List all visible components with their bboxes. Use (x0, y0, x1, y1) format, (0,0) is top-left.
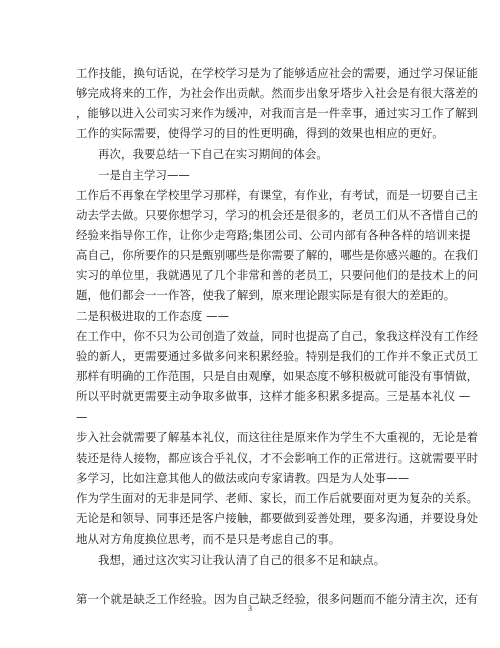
text-line: 经验来指导你工作，让你少走弯路;集团公司、公司内部有各种各样的培训来提 (76, 228, 471, 242)
text-line: 工作技能，换句话说，在学校学习是为了能够适应社会的需要，通过学习保证能 (76, 66, 479, 80)
text-line: 那样有明确的工作范围，只是自由观摩，如果态度不够积极就可能没有事情做， (76, 369, 479, 383)
page-number: 3 (248, 604, 252, 613)
text-line: 验的新人，更需要通过多做多问来积累经验。特别是我们的工作并不象正式员工 (76, 349, 479, 363)
text-line: 所以平时就更需要主动争取多做事，这样才能多积累多提高。三是基本礼仪 — (76, 389, 471, 403)
text-line: 装还是待人接物，都应该合乎礼仪，才不会影响工作的正常进行。这就需要平时 (76, 451, 479, 465)
text-line: 题，他们都会一一作答，使我了解到，原来理论跟实际是有很大的差距的。 (76, 288, 456, 302)
text-line: 第一个就是缺乏工作经验。因为自己缺乏经验，很多问题而不能分清主次，还有 (76, 592, 479, 606)
section-heading: 二是积极进取的工作态度 —— (76, 309, 230, 323)
text-line: 无论是和领导、同事还是客户接触，都要做到妥善处理，要多沟通，并要设身处 (76, 511, 479, 525)
text-line: 工作的实际需要，使得学习的目的性更明确，得到的效果也相应的更好。 (76, 126, 444, 140)
text-line: 再次，我要总结一下自己在实习期间的体会。 (98, 147, 328, 161)
text-line: — (76, 410, 88, 424)
text-line: 作为学生面对的无非是同学、老师、家长，而工作后就要面对更为复杂的关系。 (76, 491, 479, 505)
section-heading: 一是自主学习—— (98, 168, 190, 182)
text-line: 工作后不再象在学校里学习那样，有课堂，有作业，有考试，而是一切要自己主 (76, 188, 479, 202)
text-line: 地从对方角度换位思考，而不是只是考虑自己的事。 (76, 532, 341, 546)
text-line: 动去学去做。只要你想学习，学习的机会还是很多的，老员工们从不吝惜自己的 (76, 208, 479, 222)
text-line: ，能够以进入公司实习来作为缓冲，对我而言是一件幸事，通过实习工作了解到 (76, 106, 479, 120)
text-line: 我想，通过这次实习让我认清了自己的很多不足和缺点。 (98, 553, 386, 567)
text-line: 高自己，你所要作的只是甄别哪些是你需要了解的，哪些是你感兴趣的。在我们 (76, 248, 479, 262)
text-line: 在工作中，你不只为公司创造了效益，同时也提高了自己，象我这样没有工作经 (76, 329, 479, 343)
text-line: 多学习，比如注意其他人的做法或向专家请教。四是为人处事—— (76, 471, 410, 485)
text-line: 步入社会就需要了解基本礼仪，而这往往是原来作为学生不大重视的，无论是着 (76, 430, 479, 444)
text-line: 实习的单位里，我就遇见了几个非常和善的老员工，只要问他们的是技术上的问 (76, 268, 479, 282)
text-line: 够完成将来的工作，为社会作出贡献。然而步出象牙塔步入社会是有很大落差的 (76, 86, 479, 100)
